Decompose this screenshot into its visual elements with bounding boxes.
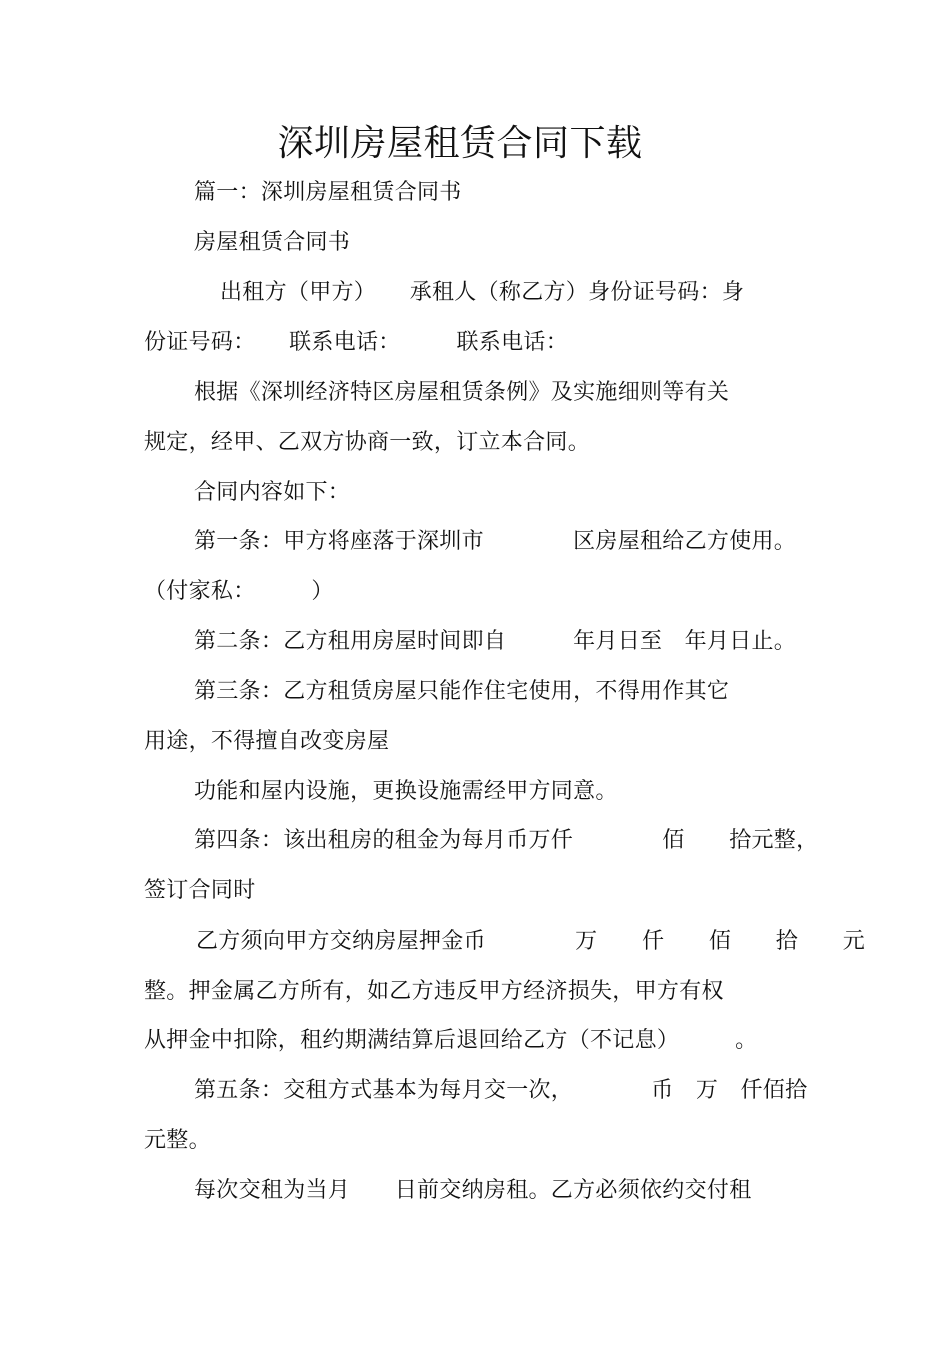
text-line: 从押金中扣除，租约期满结算后退回给乙方（不记息） 。 [144,1028,758,1053]
text-line: 功能和屋内设施，更换设施需经甲方同意。 [194,779,618,804]
text-line: 第四条：该出租房的租金为每月币万仟 佰 拾元整， [194,828,819,853]
text-line: 第一条：甲方将座落于深圳市 区房屋租给乙方使用。 [194,529,797,554]
text-line: 房屋租赁合同书 [194,230,351,255]
text-line: 份证号码： 联系电话： 联系电话： [144,330,569,355]
text-line: 规定，经甲、乙双方协商一致，订立本合同。 [144,430,591,455]
text-line: 整。押金属乙方所有，如乙方违反甲方经济损失，甲方有权 [144,979,724,1004]
text-line: 第三条：乙方租赁房屋只能作住宅使用，不得用作其它 [194,679,730,704]
text-line: 签订合同时 [144,878,256,903]
text-line: 元整。 [144,1128,211,1153]
text-line: 乙方须向甲方交纳房屋押金币 万 仟 佰 拾 元 [196,929,866,954]
text-line: 每次交租为当月 日前交纳房租。乙方必须依约交付租 [194,1178,752,1203]
text-line: 用途，不得擅自改变房屋 [144,729,390,754]
text-line: 篇一：深圳房屋租赁合同书 [194,180,462,205]
text-line: 合同内容如下： [194,480,351,505]
text-line: 第五条：交租方式基本为每月交一次， 币 万 仟佰拾 [194,1078,808,1103]
text-line: （付家私： ） [144,579,334,604]
text-line: 出租方（甲方） 承租人（称乙方）身份证号码：身 [220,280,745,305]
document-title: 深圳房屋租赁合同下载 [277,123,643,164]
text-line: 根据《深圳经济特区房屋租赁条例》及实施细则等有关 [194,380,730,405]
text-line: 第二条：乙方租用房屋时间即自 年月日至 年月日止。 [194,629,797,654]
